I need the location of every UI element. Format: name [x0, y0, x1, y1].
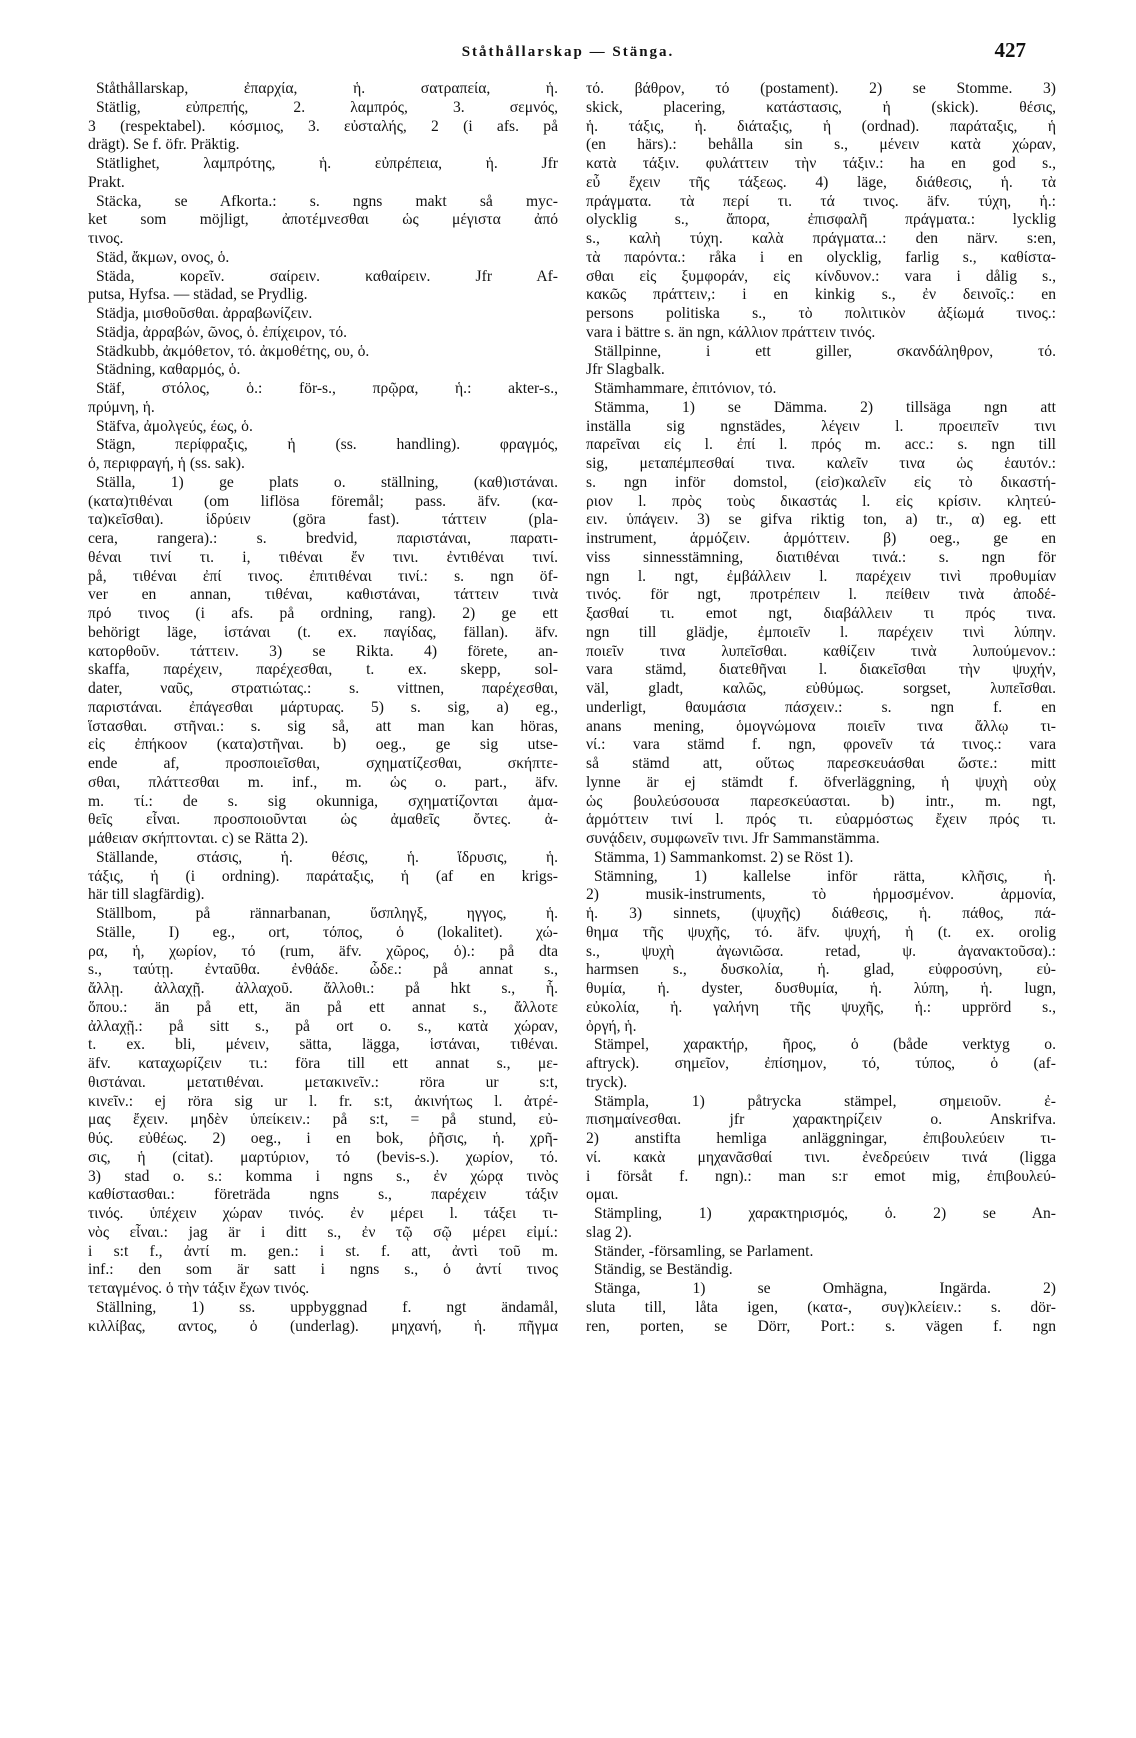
text-line: drägt). Se f. öfr. Präktig. — [88, 136, 240, 154]
text-line: Stänga, 1) se Omhägna, Ingärda. 2) — [594, 1280, 1056, 1297]
text-line: Stämhammare, ἐπιτόνιον, τό. — [594, 380, 777, 397]
text-line: Stägn, περίφραξις, ἡ (ss. handling). φραγμός, — [96, 436, 558, 454]
text-line: παριστάναι. ἐπάγεσθαι μάρτυρας. 5) s. sig, a) eg., — [88, 698, 558, 716]
text-line: καθίστασθαι.: företräda ngns s., παρέχειν τάξιν — [88, 1186, 558, 1204]
text-line: ngn l. ngt, ἐμβάλλειν l. παρέχειν τινὶ προθυμίαν — [586, 567, 1056, 585]
text-line: putsa, Hyfsa. — städad, se Prydlig. — [88, 286, 308, 304]
text-line: ver en annan, τιθέναι, καθιστάναι, τάττειν τινὰ — [88, 586, 558, 604]
text-line: σθαι εἰς ξυμφοράν, εἰς κίνδυνον.: vara i dålig s., — [586, 267, 1056, 285]
text-line: εἰς ἐπήκοον (κατα)στῆναι. b) oeg., ge sig utse- — [88, 736, 558, 754]
text-line: 2) anstifta hemliga anläggningar, ἐπιβουλεύειν τι- — [586, 1130, 1056, 1147]
text-line: κατορθοῦν. τάττειν. 3) se Rikta. 4) förete, an- — [88, 642, 558, 660]
text-line: Städning, καθαρμός, ὁ. — [96, 361, 241, 379]
text-line: harmsen s., δυσκολία, ἡ. glad, εὐφροσύνη, εὐ- — [586, 961, 1056, 979]
text-line: s., καλὴ τύχη. καλὰ πράγματα..: den närv. s:en, — [586, 230, 1056, 247]
text-line: s. ngn inför domstol, (εἰσ)καλεῖν εἰς τὸ δικαστή- — [586, 473, 1056, 491]
page-number: 427 — [994, 38, 1026, 62]
text-line: συνᾴδειν, συμφωνεῖν τινι. Jfr Sammanstämma. — [586, 830, 880, 847]
text-line: Städkubb, ἀκμόθετον, τό. ἀκμοθέτης, ου, ὁ. — [96, 342, 370, 360]
text-line: ποιεῖν τινα λυπεῖσθαι. καθίζειν τινὰ λυπούμενον.: — [586, 642, 1056, 660]
text-line: 3) stad o. s.: komma i ngns s., ἐν χώρᾳ τινὸς — [88, 1167, 558, 1185]
text-line: Ställa, 1) ge plats o. ställning, (καθ)ιστάναι. — [96, 473, 558, 491]
text-line: 3 (respektabel). κόσμιος, 3. εὐσταλής, 2 (i afs. på — [88, 117, 558, 135]
text-line: θεῖς εἶναι. προσποιοῦνται ὡς ἀμαθεῖς ὄντες. ἀ- — [88, 811, 558, 829]
text-line: Stämpel, χαρακτήρ, ῆρος, ὁ (både verktyg o. — [594, 1036, 1056, 1054]
text-line: τα)κεῖσθαι). ἱδρύειν (göra fast). τάττειν (pla- — [88, 511, 558, 529]
text-line: ξασθαί τι. emot ngt, διαβάλλειν τι πρός τινα. — [586, 605, 1056, 622]
text-line: Stämma, 1) Sammankomst. 2) se Röst 1). — [594, 848, 854, 866]
text-line: Stämpla, 1) påtrycka stämpel, σημειοῦν. ἐ- — [594, 1092, 1056, 1110]
text-line: σις, ἡ (citat). μαρτύριον, τό (bevis-s.). χωρίον, τό. — [88, 1148, 558, 1166]
text-line: ομαι. — [586, 1186, 619, 1204]
text-line: εὐκολία, ἡ. γαλήνη τῆς ψυχῆς, ἡ.: upprörd s., — [586, 998, 1056, 1016]
text-line: Ställning, 1) ss. uppbyggnad f. ngt ändamål, — [96, 1298, 558, 1316]
text-line: Jfr Slagbalk. — [586, 361, 665, 379]
text-line: lynne är ej stämdt f. öfverläggning, ἡ ψυχὴ οὐχ — [586, 773, 1056, 791]
text-line: Städja, ἀρραβών, ῶνος, ὁ. ἐπίχειρον, τό. — [96, 323, 348, 341]
text-line: Stätlighet, λαμπρότης, ἡ. εὐπρέπεια, ἡ. Jfr — [96, 155, 558, 172]
text-line: ren, porten, se Dörr, Port.: s. vägen f. ngn — [586, 1317, 1056, 1335]
text-line: τινός. för ngt, προτρέπειν l. πείθειν τινὰ ἀποδέ- — [586, 586, 1056, 604]
text-line: ἁρμόττειν τινί l. πρός τι. εὐαρμόστως ἔχειν πρός τι. — [586, 811, 1056, 829]
text-line: νί. κακὰ μηχανᾶσθαί τινι. ἐνεδρεύειν τινά (ligga — [586, 1148, 1056, 1166]
text-line: Ställande, στάσις, ἡ. θέσις, ἡ. ἵδρυσις, ἡ. — [96, 848, 558, 866]
text-line: i s:t f., ἀντί m. gen.: i st. f. att, ἀντὶ τοῦ m. — [88, 1242, 558, 1260]
text-line: σθαι, πλάττεσθαι m. inf., m. ὡς o. part., äfv. — [88, 773, 558, 791]
text-line: (κατα)τιθέναι (om liflösa föremål; pass. äfv. (κα- — [88, 492, 558, 510]
text-line: ἡ. τάξις, ἡ. διάταξις, ἡ (ordnad). παράταξις, ἡ — [586, 117, 1056, 135]
text-line: instrument, ἁρμόζειν. ἁρμόττειν. β) oeg., ge en — [586, 530, 1056, 547]
text-line: Stämning, 1) kallelse inför rätta, κλῆσις, ἡ. — [594, 867, 1056, 885]
text-line: vara stämd, διατεθῆναι l. διακεῖσθαι τὴν ψυχήν, — [586, 661, 1056, 679]
text-line: μάθειαν σκήπτονται. c) se Rätta 2). — [88, 830, 309, 847]
text-line: κακῶς πράττειν,: i en kinkig s., ἐν δεινοῖς.: en — [586, 286, 1056, 304]
text-line: θημα τῆς ψυχῆς, τό. äfv. ψυχή, ἡ (t. ex. orolig — [586, 923, 1056, 941]
text-line: Ständig, se Beständig. — [594, 1261, 733, 1279]
text-line: ρα, ἡ, χωρίον, τό (rum, äfv. χῶρος, ὁ).: på dta — [88, 942, 558, 960]
text-line: Prakt. — [88, 173, 125, 191]
text-line: ket som möjligt, ἀποτέμνεσθαι ὡς μέγιστα ἀπό — [88, 211, 558, 229]
text-line: θιστάναι. μετατιθέναι. μετακινεῖν.: röra ur s:t, — [88, 1073, 558, 1091]
text-line: slag 2). — [586, 1223, 632, 1241]
text-line: Stäf, στόλος, ὁ.: för-s., πρῷρα, ἡ.: akter-s., — [96, 380, 558, 397]
text-line: τὰ παρόντα.: råka i en olycklig, farlig s., καθίστα- — [586, 248, 1056, 266]
text-line: ὁ, περιφραγή, ἡ (ss. sak). — [88, 455, 245, 472]
text-line: ειν. ὑπάγειν. 3) se gifva riktig ton, a) tr., α) eg. ett — [586, 511, 1056, 529]
text-line: t. ex. bli, μένειν, sätta, lägga, ἱστάναι, τιθέναι. — [88, 1036, 558, 1054]
text-line: tryck). — [586, 1073, 628, 1091]
text-line: κινεῖν.: ej röra sig ur l. fr. s:t, ἀκινήτως l. ἀτρέ- — [88, 1092, 558, 1110]
text-line: så stämd att, οὕτως παρεσκευάσθαι ὥστε.: mitt — [586, 755, 1056, 772]
text-line: ὀργή, ἡ. — [586, 1017, 637, 1035]
right-column — [586, 80, 1056, 1336]
text-line: sig, μεταπέμπεσθαί τινα. καλεῖν τινα ὡς ἑαυτόν.: — [586, 455, 1056, 472]
text-line: behörigt läge, ἱστάναι (t. ex. παγίδας, fällan). äfv. — [88, 623, 558, 641]
text-line: Stäcka, se Afkorta.: s. ngns makt så myc- — [96, 192, 558, 210]
text-line: ὡς βουλεύσουσα παρεσκεύασται. b) intr., m. ngt, — [586, 792, 1056, 810]
text-line: 2) musik-instruments, τὸ ἡρμοσμένον. ἁρμονία, — [586, 886, 1056, 904]
text-line: τεταγμένος. ὁ τὴν τάξιν ἔχων τινός. — [88, 1280, 310, 1297]
text-line: τινός. ὑπέχειν χώραν τινός. ἐν μέρει l. τάξει τι- — [88, 1205, 558, 1222]
text-line: τό. βάθρον, τό (postament). 2) se Stomme. 3) — [586, 80, 1056, 97]
text-line: Ställbom, på rännarbanan, ὕσπληγξ, ηγγος, ἡ. — [96, 905, 558, 922]
running-head: Ståthållarskap — Stänga. — [461, 44, 675, 60]
text-line: κιλλίβας, αντος, ὁ (underlag). μηχανή, ἡ. πῆγμα — [88, 1317, 558, 1335]
left-column — [88, 80, 558, 1336]
text-line: här till slagfärdig). — [88, 886, 205, 904]
text-line: πράγματα. τὰ περί τι. τά τινος. äfv. τύχη, ἡ.: — [586, 192, 1056, 210]
text-line: Stämma, 1) se Dämma. 2) tillsäga ngn att — [594, 398, 1056, 416]
text-line: aftryck). σημεῖον, ἐπίσημον, τό, τύπος, ὁ (af- — [586, 1055, 1056, 1072]
text-line: (en härs).: behålla sin s., μένειν κατὰ χώραν, — [586, 136, 1056, 154]
text-line: ἵστασθαι. στῆναι.: s. sig så, att man kan höras, — [88, 717, 558, 735]
text-line: Stämpling, 1) χαρακτηρισμός, ὁ. 2) se An- — [594, 1205, 1056, 1222]
text-line: Städja, μισθοῦσθαι. ἀρραβωνίζειν. — [96, 305, 313, 322]
text-line: ἡ. 3) sinnets, (ψυχῆς) διάθεσις, ἡ. πάθος, πά- — [586, 905, 1056, 922]
text-line: ἀλλαχῇ.: på sitt s., på ort o. s., κατὰ χώραν, — [88, 1017, 558, 1035]
text-line: νί.: vara stämd f. ngn, φρονεῖν τά τινος.: vara — [586, 736, 1056, 754]
text-line: sluta till, låta igen, (κατα-, συγ)κλείειν.: s. dör- — [586, 1298, 1056, 1316]
text-line: Stätlig, εὐπρεπής, 2. λαμπρός, 3. σεμνός, — [96, 98, 558, 116]
text-line: εὖ ἔχειν τῆς τάξεως. 4) läge, διάθεσις, ἡ. τὰ — [586, 173, 1056, 191]
text-line: inf.: den som är satt i ngns s., ὁ ἀντί τινος — [88, 1261, 558, 1279]
text-line: anans mening, ὁμογνώμονα ποιεῖν τινα ἄλλῳ τι- — [586, 717, 1056, 735]
text-line: νὸς εἶναι.: jag är i ditt s., ἐν τῷ σῷ μέρει εἰμί.: — [88, 1223, 558, 1241]
text-line: persons politiska s., τὸ πολιτικὸν ἀξίωμά τινος.: — [586, 305, 1056, 322]
text-line: Ståthållarskap, ἐπαρχία, ἡ. σατραπεία, ἡ. — [96, 80, 558, 97]
text-line: πρό τινος (i afs. på ordning, rang). 2) ge ett — [88, 605, 558, 622]
text-line: πρύμνη, ἡ. — [88, 398, 155, 416]
text-line: vara i bättre s. än ngn, κάλλιον πράττειν τινός. — [586, 323, 876, 341]
text-line: m. τί.: de s. sig okunniga, σχηματίζονται ἀμα- — [88, 792, 558, 810]
text-line: Ständer, -församling, se Parlament. — [594, 1242, 814, 1260]
text-line: θύς. εὐθέως. 2) oeg., i en bok, ῥῆσις, ἡ. χρῆ- — [88, 1130, 558, 1147]
text-line: ende af, προσποιεῖσθαι, σχηματίζεσθαι, σκήπτε- — [88, 755, 558, 772]
text-line: κατὰ τάξιν. φυλάττειν τὴν τάξιν.: ha en god s., — [586, 155, 1056, 172]
text-line: θέναι τινί τι. i, τιθέναι ἔν τινι. ἐντιθέναι τινί. — [88, 548, 558, 566]
text-line: ἄλλῃ. ἀλλαχῇ. ἀλλαχοῦ. ἄλλοθι.: på hkt s., ἧ. — [88, 980, 558, 997]
text-line: äfv. καταχωρίζειν τι.: föra till ett annat s., με- — [88, 1055, 558, 1072]
text-line: viss sinnesstämning, διατιθέναι τινά.: s. ngn för — [586, 548, 1056, 566]
text-line: skick, placering, κατάστασις, ἡ (skick). θέσις, — [586, 98, 1056, 116]
text-line: s., ψυχὴ ἀγωνιῶσα. retad, ψ. ἀγανακτοῦσα).: — [586, 942, 1056, 960]
text-line: cera, rangera).: s. bredvid, παριστάναι, παρατι- — [88, 530, 558, 547]
text-line: τινος. — [88, 230, 124, 247]
text-line: underligt, θαυμάσια πάσχειν.: s. ngn f. en — [586, 698, 1056, 716]
text-line: Städa, κορεῖν. σαίρειν. καθαίρειν. Jfr Af- — [96, 267, 558, 285]
text-line: θυμία, ἡ. dyster, δυσθυμία, ἡ. λύπη, ἡ. lugn, — [586, 980, 1056, 997]
text-line: väl, gladt, καλῶς, εὐθύμως. sorgset, λυπεῖσθαι. — [586, 680, 1056, 697]
text-line: inställa sig ngnstädes, λέγειν l. προειπεῖν τινι — [586, 417, 1056, 435]
text-line: skaffa, παρέχειν, παρέχεσθαι, t. ex. skepp, sol- — [88, 661, 558, 679]
text-line: Stäfva, ἀμολγεύς, έως, ὁ. — [96, 417, 253, 435]
text-line: på, τιθέναι ἐπί τινος. ἐπιτιθέναι τινί.: s. ngn öf- — [88, 567, 558, 585]
text-line: Städ, ἄκμων, ονος, ὁ. — [96, 248, 230, 266]
text-line: ὅπου.: än på ett, än på ett annat s., ἄλλοτε — [88, 998, 558, 1016]
text-line: s., ταύτῃ. ἐνταῦθα. ἐνθάδε. ὧδε.: på annat s., — [88, 961, 558, 979]
text-line: τάξις, ἡ (i ordning). παράταξις, ἡ (af en krigs- — [88, 867, 558, 885]
text-line: Ställpinne, i ett giller, σκανδάληθρον, τό. — [594, 342, 1056, 360]
text-line: ngn till glädje, ἐμποιεῖν l. παρέχειν τινὶ λύπην. — [586, 623, 1056, 641]
text-line: μας ἔχειν. μηδὲν ὑπείκειν.: på s:t, = på stund, εὐ- — [88, 1111, 558, 1129]
text-line: ριον l. πρὸς τοὺς δικαστάς l. εἰς κρίσιν. κλητεύ- — [586, 492, 1056, 510]
text-line: olycklig s., ἄπορα, ἐπισφαλῆ πράγματα.: lycklig — [586, 211, 1056, 229]
text-line: i försåt f. ngn).: man s:r emot mig, ἐπιβουλεύ- — [586, 1167, 1056, 1185]
text-line: παρεῖναι εἰς l. ἐπί l. πρός m. acc.: s. ngn till — [586, 436, 1056, 454]
text-line: πισημαίνεσθαι. jfr χαρακτηρίζειν o. Anskrifva. — [586, 1111, 1056, 1129]
text-line: Ställe, I) eg., ort, τόπος, ὁ (lokalitet). χώ- — [96, 923, 558, 941]
text-line: dater, ναῦς, στρατιώτας.: s. vittnen, παρέχεσθαι, — [88, 680, 558, 697]
